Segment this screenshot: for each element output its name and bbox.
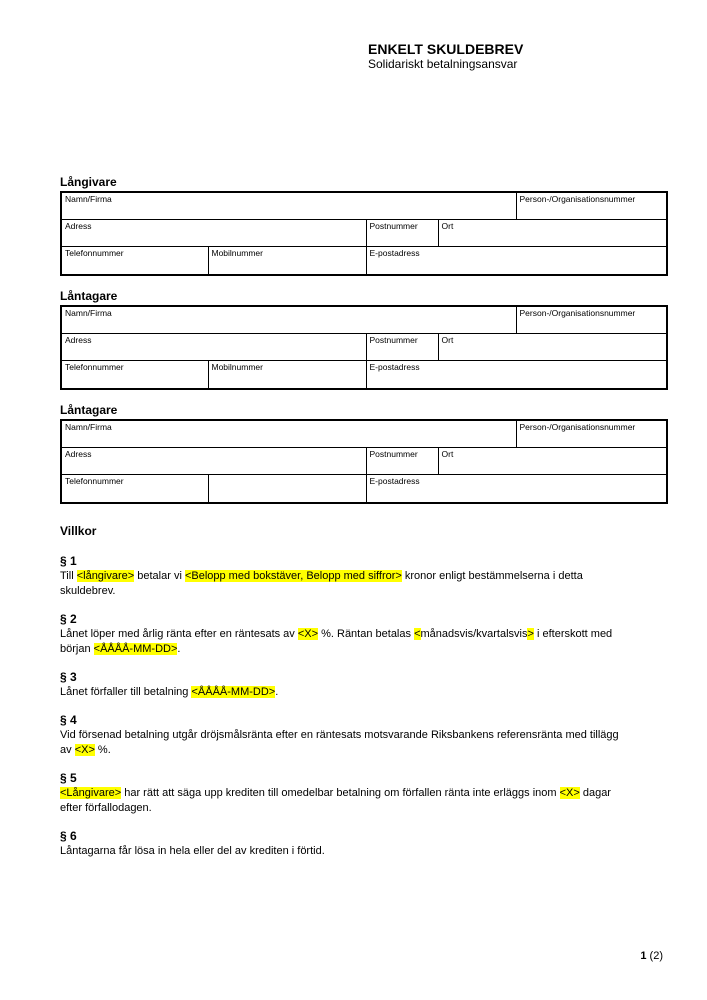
field-cell-postal [366,219,438,246]
placeholder-highlight: <ÅÅÅÅ-MM-DD> [191,686,276,698]
section-paragraph [60,685,672,700]
text-segment: Till [60,570,77,582]
party-section-lantagare-2 [60,403,666,504]
field-cell-email [366,360,667,389]
field-cell-postal [366,447,438,474]
placeholder-highlight: > [527,628,534,640]
field-label-email: E-postadress [369,361,420,372]
field-label-phone: Telefonnummer [65,361,124,372]
section-marker: § 3 [60,670,77,684]
field-cell-city [438,333,667,360]
terms-heading: Villkor [60,524,97,538]
party-heading: Låntagare [60,289,118,303]
term-section-6 [60,829,672,859]
field-cell-name [61,192,516,219]
field-label-postal: Postnummer [369,448,418,459]
placeholder-highlight: <X> [74,744,95,756]
field-label-postal: Postnummer [369,220,418,231]
text-segment: dagar [579,787,611,799]
term-section-1 [60,554,672,599]
field-cell-address [61,219,366,246]
placeholder-highlight: <Belopp med bokstäver, Belopp med siffror> [184,570,402,582]
placeholder-highlight: < [414,628,421,640]
field-cell-mobile-empty [208,474,366,503]
page-number [640,950,663,963]
term-section-2 [60,612,672,657]
field-label-phone: Telefonnummer [65,247,124,258]
section-marker: § 5 [60,771,77,785]
text-segment: %. Räntan betalas [318,628,415,640]
section-marker: § 2 [60,612,77,626]
field-label-name: Namn/Firma [65,422,112,432]
party-heading: Långivare [60,175,117,189]
field-cell-phone [61,474,208,503]
section-paragraph [60,728,672,758]
doc-subtitle: Solidariskt betalningsansvar [368,57,518,71]
text-segment: Låntagarna får lösa in hela eller del av krediten i förtid. [60,845,325,857]
text-segment: . [177,643,181,655]
page-number-total: (2) [646,950,663,962]
field-label-name: Namn/Firma [65,308,112,318]
field-cell-mobile [208,360,366,389]
placeholder-highlight: <ÅÅÅÅ-MM-DD> [93,643,178,655]
party-table [60,419,668,504]
field-cell-phone [61,360,208,389]
text-segment: efter förfallodagen. [60,802,152,814]
placeholder-highlight: <långivare> [76,570,135,582]
placeholder-highlight: <X> [559,787,580,799]
field-cell-email [366,474,667,503]
field-cell-city [438,219,667,246]
field-label-address: Adress [65,448,92,459]
text-segment: betalar vi [134,570,185,582]
term-section-5 [60,771,672,816]
field-label-mobile: Mobilnummer [211,361,263,372]
field-cell-name [61,420,516,447]
field-label-name: Namn/Firma [65,194,112,204]
section-marker: § 6 [60,829,77,843]
field-label-address: Adress [65,220,92,231]
section-paragraph [60,786,672,816]
field-cell-orgnr [516,306,667,333]
text-segment: . [275,686,279,698]
party-table [60,305,668,390]
field-label-city: Ort [441,220,454,231]
party-table [60,191,668,276]
field-cell-phone [61,246,208,275]
text-segment: skuldebrev. [60,585,116,597]
text-segment: %. [94,744,111,756]
text-segment: Vid försenad betalning utgår dröjsmålsränta efter en räntesats motsvarande Riksbankens referensränta med tillägg [60,729,619,741]
field-label-email: E-postadress [369,247,420,258]
text-segment: början [60,643,94,655]
field-label-email: E-postadress [369,475,420,486]
field-label-postal: Postnummer [369,334,418,345]
field-label-orgnr: Person-/Organisationsnummer [519,194,636,204]
placeholder-highlight: <X> [297,628,319,640]
field-label-address: Adress [65,334,92,345]
doc-title: ENKELT SKULDEBREV [368,41,524,57]
terms-section [60,524,672,872]
field-cell-orgnr [516,420,667,447]
document-header [368,41,523,71]
field-cell-name [61,306,516,333]
party-section-langivare [60,175,666,276]
section-paragraph [60,627,672,657]
field-label-city: Ort [441,448,454,459]
party-heading: Låntagare [60,403,118,417]
field-label-city: Ort [441,334,454,345]
field-label-orgnr: Person-/Organisationsnummer [519,308,636,318]
field-label-mobile: Mobilnummer [211,247,263,258]
field-cell-city [438,447,667,474]
field-label-phone: Telefonnummer [65,475,124,486]
term-section-4 [60,713,672,758]
field-cell-mobile [208,246,366,275]
term-section-3 [60,670,672,700]
section-paragraph [60,844,672,859]
field-cell-address [61,333,366,360]
text-segment: kronor enligt bestämmelserna i detta [401,570,583,582]
section-paragraph [60,569,672,599]
text-segment: i efterskott med [533,628,613,640]
field-cell-email [366,246,667,275]
field-cell-address [61,447,366,474]
text-segment: har rätt att säga upp krediten till omedelbar betalning om förfallen ränta inte erläggs inom [121,787,560,799]
text-segment: av [60,744,75,756]
page-number-current: 1 [640,950,647,962]
section-marker: § 4 [60,713,77,727]
party-section-lantagare-1 [60,289,666,390]
field-label-orgnr: Person-/Organisationsnummer [519,422,636,432]
text-segment: månadsvis/kvartalsvis [420,628,528,640]
field-cell-orgnr [516,192,667,219]
text-segment: Lånet löper med årlig ränta efter en räntesats av [60,628,298,640]
field-cell-postal [366,333,438,360]
section-marker: § 1 [60,554,77,568]
placeholder-highlight: <Långivare> [60,787,122,799]
text-segment: Lånet förfaller till betalning [60,686,192,698]
